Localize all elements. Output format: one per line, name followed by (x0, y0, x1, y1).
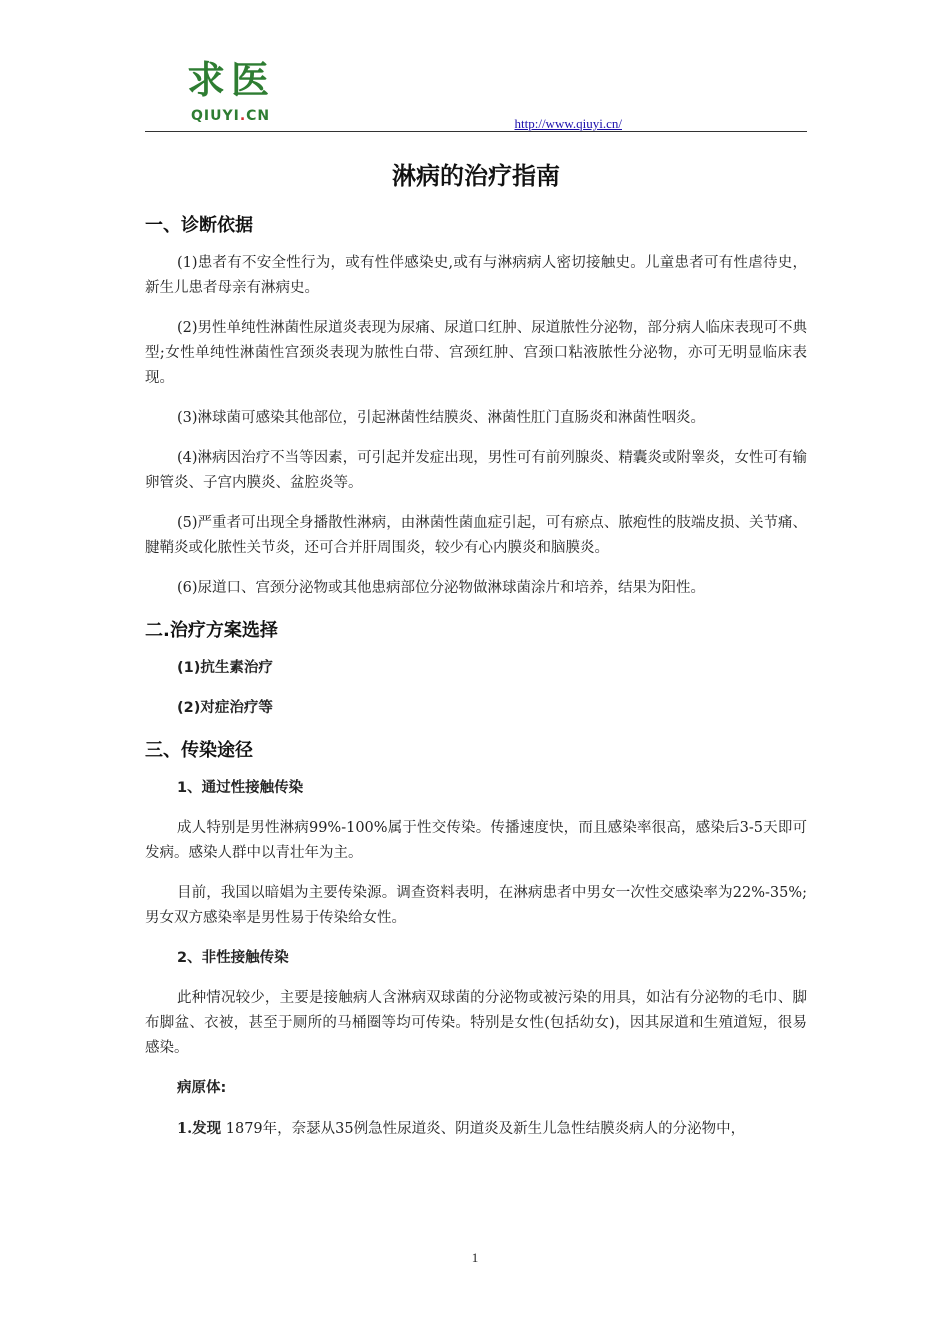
qiuyi-logo (187, 58, 297, 128)
diagnosis-paragraph-5: (5)严重者可出现全身播散性淋病，由淋菌性菌血症引起，可有瘀点、脓疱性的肢端皮损、关节痛、腱鞘炎或化脓性关节炎，还可合并肝周围炎，较少有心内膜炎和脑膜炎。 (145, 515, 807, 556)
page-header (145, 58, 807, 133)
section-heading-treatment: 二.治疗方案选择 (145, 620, 278, 641)
treatment-item-2: (2)对症治疗等 (177, 700, 273, 716)
diagnosis-paragraph-4: (4)淋病因治疗不当等因素，可引起并发症出现，男性可有前列腺炎、精囊炎或附睾炎，女性可有输卵管炎、子宫内膜炎、盆腔炎等。 (145, 450, 807, 491)
logo-en-dot: . (239, 108, 247, 124)
logo-english-text (191, 108, 270, 124)
page-number: 1 (471, 1250, 479, 1265)
section-heading-diagnosis: 一、诊断依据 (145, 215, 253, 236)
pathogen-label: 病原体: (177, 1080, 227, 1096)
transmission-paragraph-1: 成人特别是男性淋病99%-100%属于性交传染。传播速度快，而且感染率很高，感染后3-5天即可发病。感染人群中以青壮年为主。 (145, 820, 807, 861)
logo-en-right: CN (246, 108, 271, 124)
transmission-subheading-sexual: 1、通过性接触传染 (177, 780, 304, 796)
logo-chinese-text: 求医 (187, 57, 276, 102)
discovery-text: 1879年，奈瑟从35例急性尿道炎、阴道炎及新生儿急性结膜炎病人的分泌物中， (221, 1121, 746, 1137)
diagnosis-paragraph-3: (3)淋球菌可感染其他部位，引起淋菌性结膜炎、淋菌性肛门直肠炎和淋菌性咽炎。 (177, 410, 706, 426)
logo-en-left: QIUYI (191, 108, 240, 124)
discovery-paragraph (145, 1116, 807, 1142)
document-body (145, 150, 807, 1157)
header-url-link[interactable]: http://www.qiuyi.cn/ (514, 116, 622, 131)
diagnosis-paragraph-6: (6)尿道口、宫颈分泌物或其他患病部位分泌物做淋球菌涂片和培养，结果为阳性。 (177, 580, 706, 596)
document-title: 淋病的治疗指南 (392, 162, 560, 190)
treatment-item-1: (1)抗生素治疗 (177, 660, 273, 676)
discovery-label: 1.发现 (177, 1120, 222, 1137)
header-divider (145, 131, 807, 132)
transmission-paragraph-2: 目前，我国以暗娼为主要传染源。调查资料表明，在淋病患者中男女一次性交感染率为22%-35%;男女双方感染率是男性易于传染给女性。 (145, 885, 807, 926)
diagnosis-paragraph-2: (2)男性单纯性淋菌性尿道炎表现为尿痛、尿道口红肿、尿道脓性分泌物，部分病人临床表现可不典型;女性单纯性淋菌性宫颈炎表现为脓性白带、宫颈红肿、宫颈口粘液脓性分泌物，亦可无明显临床表现。 (145, 320, 807, 386)
diagnosis-paragraph-1: (1)患者有不安全性行为，或有性伴感染史,或有与淋病病人密切接触史。儿童患者可有性虐待史，新生儿患者母亲有淋病史。 (145, 255, 807, 296)
section-heading-transmission: 三、传染途径 (145, 740, 253, 761)
transmission-paragraph-3: 此种情况较少，主要是接触病人含淋病双球菌的分泌物或被污染的用具，如沾有分泌物的毛巾、脚布脚盆、衣被，甚至于厕所的马桶圈等均可传染。特别是女性(包括幼女)，因其尿道和生殖道短，很易感染。 (145, 990, 807, 1056)
transmission-subheading-nonsexual: 2、非性接触传染 (177, 950, 289, 966)
